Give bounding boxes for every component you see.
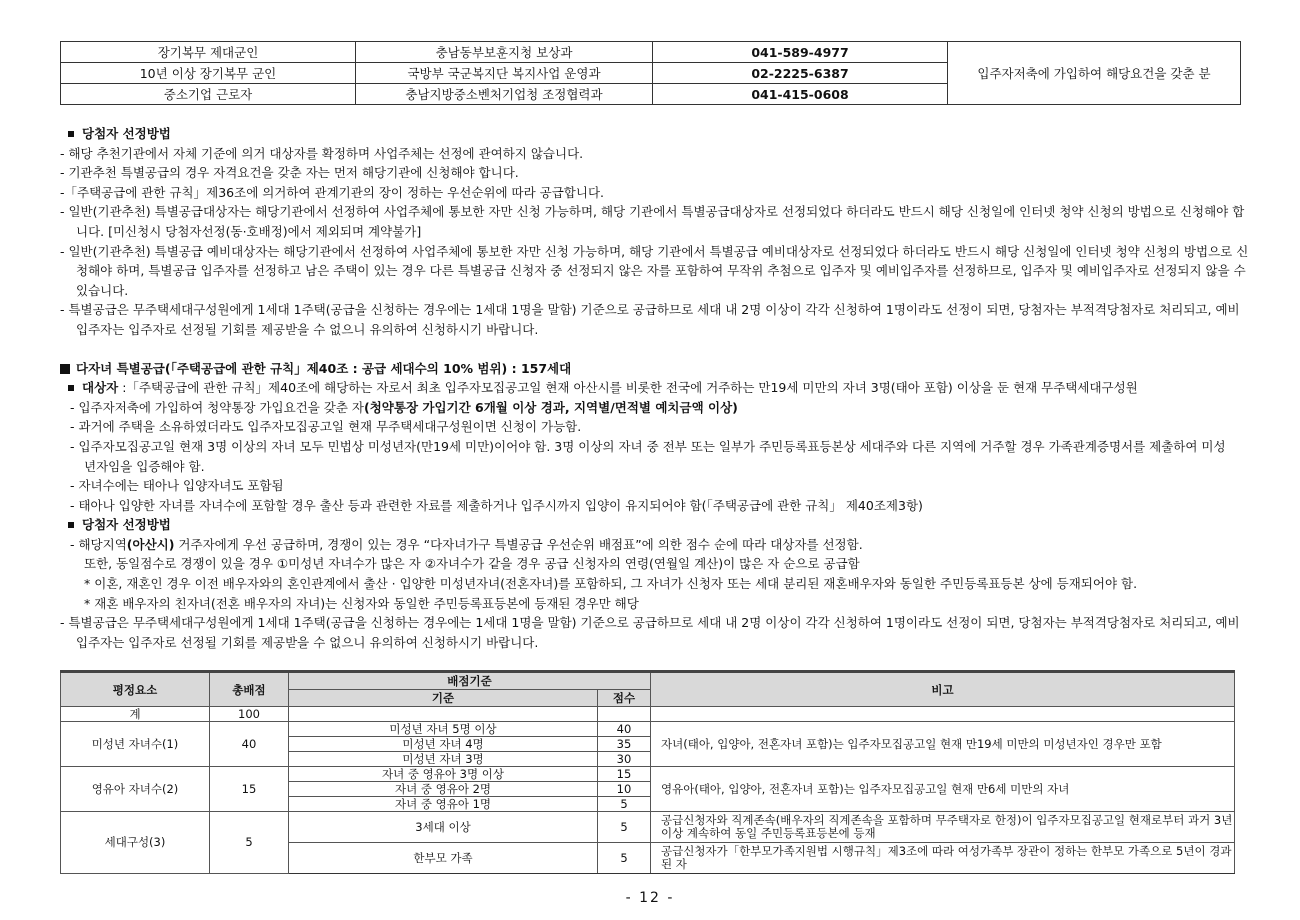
square-bullet-icon [68,131,74,137]
paragraph: - 자녀수에는 태아나 입양자녀도 포함됨 [70,478,284,494]
header-factor: 평정요소 [61,672,210,707]
score-table [60,670,1235,874]
paragraph: -「주택공급에 관한 규칙」제36조에 의거하여 관계기관의 장이 정하는 우선순위에 따라 공급합니다. [60,184,605,200]
paragraph: - 과거에 주택을 소유하였더라도 입주자모집공고일 현재 무주택세대구성원이면 신청이 가능함. [70,419,582,435]
basis-cell: 미성년 자녀 3명 [289,752,598,767]
paragraph: - 해당 추천기관에서 자체 기준에 의거 대상자를 확정하며 사업주체는 선정에 관여하지 않습니다. [60,145,584,161]
note-cell: 영유아(태아, 입양아, 전혼자녀 포함)는 입주자모집공고일 현재 만6세 미만의 자녀 [651,767,1235,812]
page-number: - 12 - [625,890,675,906]
basis-cell: 3세대 이상 [289,812,598,843]
header-note: 비고 [651,672,1235,707]
total-cell: 5 [210,812,289,874]
score-cell: 10 [598,782,651,797]
basis-cell: 미성년 자녀 5명 이상 [289,722,598,737]
basis-cell: 한부모 가족 [289,843,598,874]
score-cell: 5 [598,797,651,812]
paragraph: * 재혼 배우자의 친자녀(전혼 배우자의 자녀)는 신청자와 동일한 주민등록표등본에 등재된 경우만 해당 [84,595,639,611]
header-criteria: 배점기준 [289,672,651,690]
table-row [61,707,1235,722]
score-cell: 15 [598,767,651,782]
target-cell: 중소기업 근로자 [61,84,356,105]
paragraph: - 태아나 입양한 자녀를 자녀수에 포함할 경우 출산 등과 관련한 자료를 제출하거나 입주시까지 입양이 유지되어야 함(「주택공급에 관한 규칙」 제40조제3항) [70,497,923,513]
paragraph: - 특별공급은 무주택세대구성원에게 1세대 1주택(공급을 신청하는 경우에는 1세대 1명을 말함) 기준으로 공급하므로 세대 내 2명 이상이 각각 신청하여 1명이라도 선정이 되면, 당첨자는 부적격당첨자로 처리되고, 예비입주자는 입주자로 선정될 기회를 제공받을 수 없으니 유의하여 신청하시기 바랍니다. [60,302,1240,337]
target-cell: 10년 이상 장기복무 군인 [61,63,356,84]
agency-cell: 국방부 국군복지단 복지사업 운영과 [356,63,653,84]
total-cell: 15 [210,767,289,812]
paragraph: - 입주자저축에 가입하여 청약통장 가입요건을 갖춘 자(청약통장 가입기간 6개월 이상 경과, 지역별/면적별 예치금액 이상) [70,399,738,415]
square-bullet-icon [68,522,74,528]
paragraph: - 입주자모집공고일 현재 3명 이상의 자녀 모두 민법상 미성년자(만19세 미만)이어야 함. 3명 이상의 자녀 중 전부 또는 일부가 주민등록표등본상 세대주와 다른 지역에 거주할 경우 가족관계증명서를 제출하여 미성년자임을 입증해야 함. [70,438,1226,474]
paragraph: - 특별공급은 무주택세대구성원에게 1세대 1주택(공급을 신청하는 경우에는 1세대 1명을 말함) 기준으로 공급하므로 세대 내 2명 이상이 각각 신청하여 1명이라도 선정이 되면, 당첨자는 부적격당첨자로 처리되고, 예비입주자는 입주자로 선정될 기회를 제공받을 수 없으니 유의하여 신청하시기 바랍니다. [60,615,1240,650]
paragraph: - 일반(기관추천) 특별공급대상자는 해당기관에서 선정하여 사업주체에 통보한 자만 신청 가능하며, 해당 기관에서 특별공급대상자로 선정되었다 하더라도 반드시 해당 신청일에 인터넷 청약 신청의 방법으로 신청해야 합니다. [미신청시 당첨자선정(동·호배정)에서 제외되며 계약불가] [60,204,1245,239]
paragraph: - 기관추천 특별공급의 경우 자격요건을 갖춘 자는 먼저 해당기관에 신청해야 합니다. [60,165,519,181]
paragraph: 또한, 동일점수로 경쟁이 있을 경우 ①미성년 자녀수가 많은 자 ②자녀수가 같을 경우 공급 신청자의 연령(연월일 계산)이 많은 자 순으로 공급함 [84,556,860,572]
phone-cell: 02-2225-6387 [653,63,948,84]
total-label: 계 [61,707,210,722]
basis-cell: 미성년 자녀 4명 [289,737,598,752]
agency-cell: 충남지방중소벤처기업청 조정협력과 [356,84,653,105]
factor-cell: 영유아 자녀수(2) [61,767,210,812]
note-cell: 자녀(태아, 입양아, 전혼자녀 포함)는 입주자모집공고일 현재 만19세 미만의 미성년자인 경우만 포함 [651,722,1235,767]
table-row [61,42,1241,63]
phone-cell: 041-415-0608 [653,84,948,105]
section-title: 다자녀 특별공급(「주택공급에 관한 규칙」제40조 : 공급 세대수의 10% 범위) : 157세대 [60,359,1250,379]
header-score: 점수 [598,690,651,707]
score-cell: 5 [598,812,651,843]
factor-cell: 미성년 자녀수(1) [61,722,210,767]
section-heading: 당첨자 선정방법 [60,515,1250,535]
factor-cell: 세대구성(3) [61,812,210,874]
phone-cell: 041-589-4977 [653,42,948,63]
table-row [61,722,1235,737]
body-text [60,124,1250,652]
table-row [61,767,1235,782]
remark-cell: 입주자저축에 가입하여 해당요건을 갖춘 분 [948,42,1241,105]
total-cell: 40 [210,722,289,767]
basis-cell: 자녀 중 영유아 2명 [289,782,598,797]
square-bullet-icon [68,385,74,391]
basis-cell: 자녀 중 영유아 3명 이상 [289,767,598,782]
agency-contact-table [60,41,1241,105]
paragraph: * 이혼, 재혼인 경우 이전 배우자와의 혼인관계에서 출산 · 입양한 미성년자녀(전혼자녀)를 포함하되, 그 자녀가 신청자 또는 세대 분리된 재혼배우자와 동일한 주민등록표등본 상에 등재되어야 함. [84,576,1138,592]
score-cell: 30 [598,752,651,767]
total-score: 100 [210,707,289,722]
score-cell: 5 [598,843,651,874]
basis-cell: 자녀 중 영유아 1명 [289,797,598,812]
table-header-row [61,672,1235,690]
note-cell: 공급신청자가「한부모가족지원법 시행규칙」제3조에 따라 여성가족부 장관이 정하는 한부모 가족으로 5년이 경과된 자 [651,843,1235,874]
header-total: 총배점 [210,672,289,707]
paragraph: - 해당지역(아산시) 거주자에게 우선 공급하며, 경쟁이 있는 경우 “다자녀가구 특별공급 우선순위 배점표”에 의한 점수 순에 따라 대상자를 선정함. [70,536,863,552]
agency-cell: 충남동부보훈지청 보상과 [356,42,653,63]
table-row [61,812,1235,843]
target-cell: 장기복무 제대군인 [61,42,356,63]
score-cell: 40 [598,722,651,737]
target-line: 대상자 :「주택공급에 관한 규칙」제40조에 해당하는 자로서 최초 입주자모집공고일 현재 아산시를 비롯한 전국에 거주하는 만19세 미만의 자녀 3명(태아 포함) 이상을 둔 현재 무주택세대구성원 [60,378,1250,398]
note-cell: 공급신청자와 직계존속(배우자의 직계존속을 포함하며 무주택자로 한정)이 입주자모집공고일 현재로부터 과거 3년 이상 계속하여 동일 주민등록표등본에 등재 [651,812,1235,843]
score-cell: 35 [598,737,651,752]
square-bullet-icon [60,364,70,374]
paragraph: - 일반(기관추천) 특별공급 예비대상자는 해당기관에서 선정하여 사업주체에 통보한 자만 신청 가능하며, 해당 기관에서 특별공급 예비대상자로 선정되었다 하더라도 반드시 해당 신청일에 인터넷 청약 신청의 방법으로 신청해야 하며, 특별공급 입주자를 선정하고 남은 주택이 있는 경우 다른 특별공급 신청자 중 선정되지 않은 자를 포함하여 무작위 추첨으로 입주자 및 예비입주자를 선정하므로, 입주자 및 예비입주자로 선정되지 않을 수 있습니다. [60,243,1249,298]
section-heading: 당첨자 선정방법 [60,124,1250,144]
header-basis: 기준 [289,690,598,707]
